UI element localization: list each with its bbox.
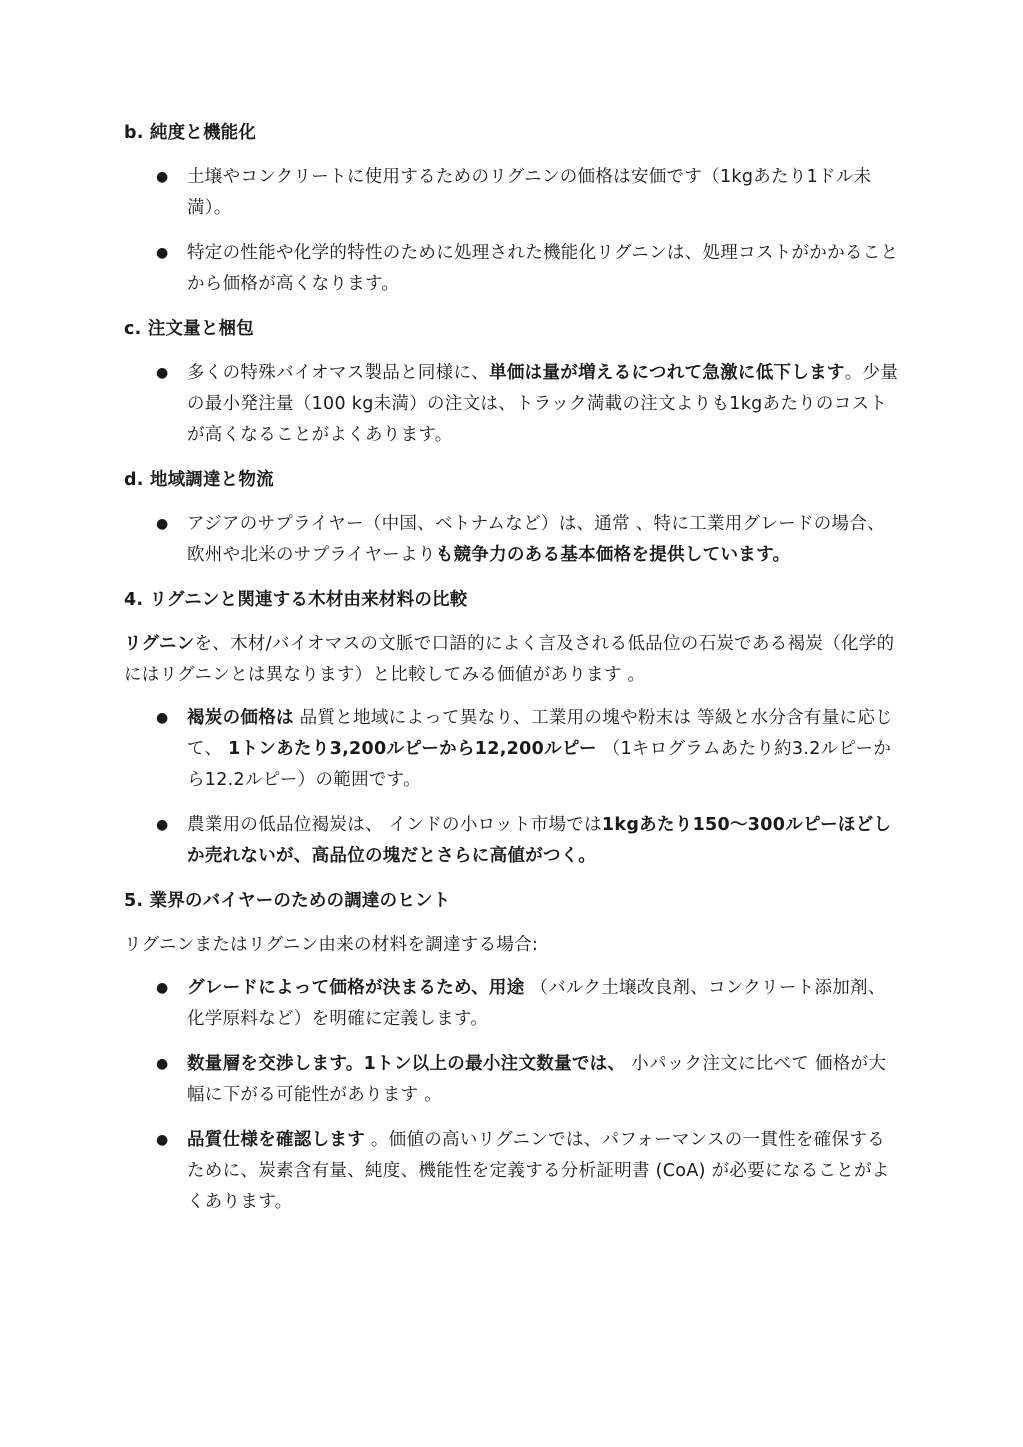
list-item [124, 358, 899, 451]
list-item [124, 973, 899, 1035]
section-heading: d. 地域調達と物流 [124, 470, 274, 490]
bullet-icon: ● [156, 245, 169, 261]
emphasis-text: も競争力のある基本価格を提供しています。 [435, 545, 791, 565]
bullet-list [124, 509, 899, 571]
document-page [124, 118, 899, 1232]
item-text: 品質と地域によって異なり、工業用の塊や粉末は 等級と水分含有量に応じて、 [187, 708, 893, 759]
emphasis-text: 単価は量が増えるにつれて急激に低下します [489, 363, 845, 383]
list-item [124, 238, 899, 300]
paragraph [124, 629, 899, 691]
bullet-icon: ● [156, 516, 169, 532]
bullet-icon: ● [156, 1056, 169, 1072]
emphasis-text: 1kgあたり150〜300ルピーほどしか売れないが、高品位の塊だとさらに高値がつく。 [187, 815, 892, 866]
item-text: 多くの特殊バイオマス製品と同様に、 [187, 363, 490, 383]
bullet-list [124, 703, 899, 872]
list-item [124, 509, 899, 571]
list-item [124, 703, 899, 796]
item-text: （1キログラムあたり約3.2ルピーから12.2ルピー）の範囲です。 [187, 739, 892, 790]
bullet-icon: ● [156, 169, 169, 185]
bullet-list [124, 162, 899, 300]
paragraph: リグニンまたはリグニン由来の材料を調達する場合: [124, 935, 539, 955]
bullet-icon: ● [156, 1132, 169, 1148]
bullet-icon: ● [156, 710, 169, 726]
emphasis-text: 褐炭の価格は [187, 708, 294, 728]
item-text: （バルク土壌改良剤、コンクリート添加剤、化学原料など）を明確に定義します。 [187, 978, 886, 1029]
section-heading: 4. リグニンと関連する木材由来材料の比較 [124, 590, 468, 610]
list-item [124, 1049, 899, 1111]
item-text: 特定の性能や化学的特性のために処理された機能化リグニンは、処理コストがかかることから価格が高くなります。 [187, 243, 899, 294]
item-text: アジアのサプライヤー（中国、ベトナムなど）は、通常 、特に工業用グレードの場合、欧州や北米のサプライヤーより [187, 514, 885, 565]
section-heading: 5. 業界のバイヤーのための調達のヒント [124, 891, 451, 911]
list-item [124, 162, 899, 224]
paragraph-text: を、木材/バイオマスの文脈で口語的によく言及される低品位の石炭である褐炭（化学的にはリグニンとは異なります）と比較してみる価値があります 。 [124, 634, 895, 685]
emphasis-text: 数量層を交渉します。1トン以上の最小注文数量では、 [187, 1054, 626, 1074]
list-item [124, 1125, 899, 1218]
emphasis-text: 品質仕様を確認します [187, 1130, 365, 1150]
bullet-icon: ● [156, 817, 169, 833]
bullet-list [124, 973, 899, 1218]
bullet-list [124, 358, 899, 451]
emphasis-text: リグニン [124, 634, 195, 654]
bullet-icon: ● [156, 980, 169, 996]
item-text: 農業用の低品位褐炭は、 インドの小ロット市場では [187, 815, 602, 835]
item-text: 。価値の高いリグニンでは、パフォーマンスの一貫性を確保するために、炭素含有量、純度、機能性を定義する分析証明書 (CoA) が必要になることがよくあります。 [187, 1130, 890, 1212]
emphasis-text: 1トンあたり3,200ルピーから12,200ルピー [228, 739, 597, 759]
bullet-icon: ● [156, 365, 169, 381]
item-text: 土壌やコンクリートに使用するためのリグニンの価格は安価です（1kgあたり1ドル未満）。 [187, 167, 872, 218]
section-heading: b. 純度と機能化 [124, 123, 257, 143]
item-text: 小パック注文に比べて 価格が大幅に下がる可能性があります 。 [187, 1054, 887, 1105]
item-text: 。少量の最小発注量（100 kg未満）の注文は、トラック満載の注文よりも1kgあたりのコストが高くなることがよくあります。 [187, 363, 899, 445]
section-heading: c. 注文量と梱包 [124, 319, 254, 339]
list-item [124, 810, 899, 872]
emphasis-text: グレードによって価格が決まるため、用途 [187, 978, 525, 998]
